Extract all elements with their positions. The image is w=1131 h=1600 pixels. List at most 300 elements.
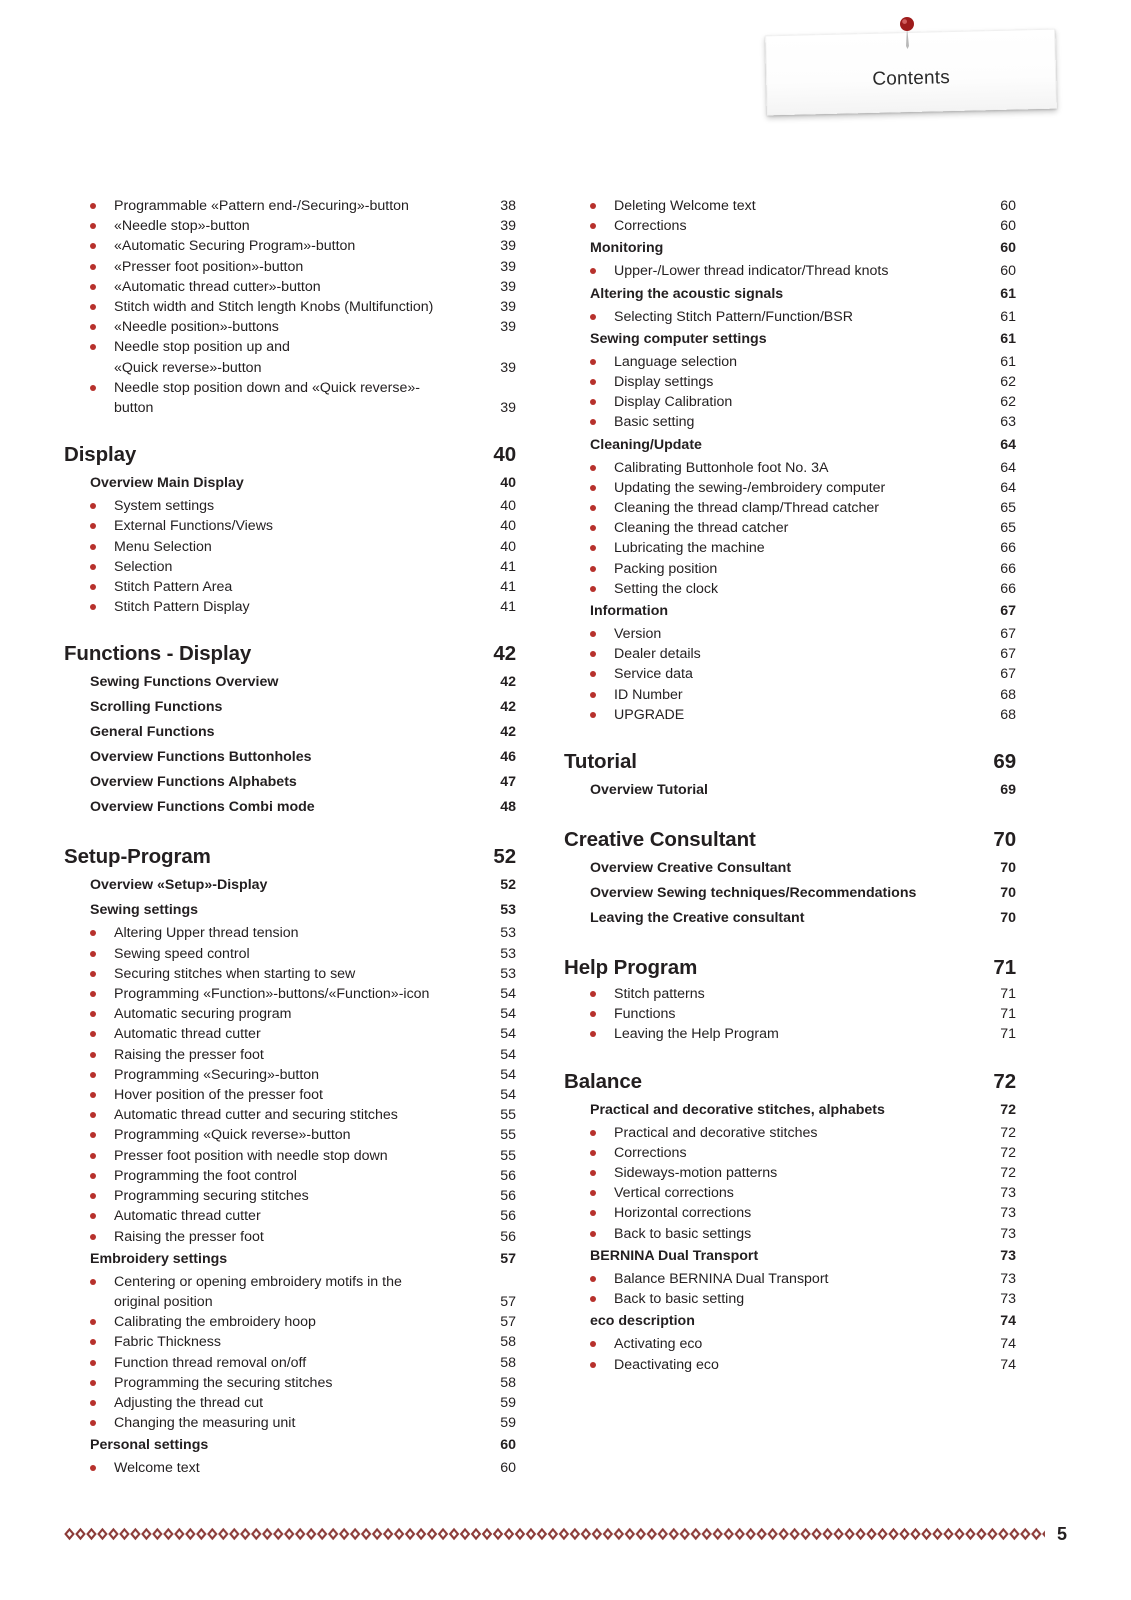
page-footer [64,1524,1067,1544]
toc-entry-page-number: 74 [1000,1313,1016,1330]
toc-entry-page-number: 60 [500,1460,516,1477]
toc-entry-level-2[interactable] [564,236,1016,261]
toc-entry-level-3[interactable] [64,516,516,536]
toc-entry-label: Horizontal corrections [614,1205,752,1222]
toc-entry-level-3[interactable] [564,498,1016,518]
toc-entry-label: Stitch Pattern Area [114,579,233,596]
bullet-icon [90,971,96,977]
toc-entry-level-3[interactable] [64,317,516,337]
toc-entry-label: Automatic thread cutter [114,1208,261,1225]
toc-entry-page-number: 61 [1000,285,1016,302]
toc-entry-level-3[interactable] [64,196,516,216]
toc-entry-level-3[interactable] [64,1458,516,1478]
bullet-icon [90,1173,96,1179]
toc-entry-page-number: 71 [993,956,1016,980]
toc-entry-label: Function thread removal on/off [114,1354,307,1371]
toc-entry-level-3[interactable] [64,1206,516,1226]
toc-entry-level-1[interactable] [64,442,516,468]
toc-entry-page-number: 66 [1000,560,1016,577]
toc-entry-label: Hover position of the presser foot [114,1087,323,1104]
toc-entry-page-number: 72 [993,1069,1016,1093]
toc-entry-page-number: 52 [500,877,516,894]
toc-entry-label: Stitch patterns [614,986,705,1003]
toc-entry-label: Back to basic setting [614,1291,745,1308]
toc-entry-page-number: 65 [1000,520,1016,537]
toc-entry-page-number: 61 [1000,330,1016,347]
toc-entry-page-number: 54 [500,986,516,1003]
bullet-icon [90,584,96,590]
toc-entry-page-number: 41 [500,579,516,596]
toc-entry-label: System settings [114,498,215,515]
toc-entry-label: Deactivating eco [614,1356,719,1373]
toc-entry-level-3[interactable] [64,337,516,377]
toc-entry-level-3[interactable] [64,378,516,418]
toc-entry-label: Corrections [614,1144,687,1161]
toc-entry-level-3[interactable] [564,352,1016,372]
toc-entry-level-2[interactable] [564,906,1016,931]
toc-entry-label: Programming securing stitches [114,1188,309,1205]
toc-entry-page-number: 74 [1000,1336,1016,1353]
toc-entry-level-3[interactable] [64,496,516,516]
toc-entry-label: Service data [614,666,693,683]
toc-entry-level-3[interactable] [64,1125,516,1145]
toc-entry-page-number: 55 [500,1127,516,1144]
toc-entry-level-3[interactable] [564,1269,1016,1289]
toc-entry-level-2[interactable] [564,1244,1016,1269]
toc-entry-page-number: 60 [1000,240,1016,257]
toc-entry-label: Functions [614,1006,676,1023]
toc-entry-page-number: 70 [1000,885,1016,902]
toc-entry-page-number: 39 [500,278,516,295]
toc-entry-page-number: 46 [500,749,516,766]
bullet-icon [90,564,96,570]
bullet-icon [590,1362,596,1368]
toc-entry-label: Sewing Functions Overview [90,674,279,691]
toc-entry-label: Automatic thread cutter and securing stitches [114,1107,398,1124]
toc-entry-level-2[interactable] [564,1309,1016,1334]
toc-entry-label: Programming «Securing»-button [114,1066,320,1083]
toc-entry-level-1[interactable] [564,955,1016,981]
bullet-icon [590,712,596,718]
toc-entry-label: Changing the measuring unit [114,1415,296,1432]
toc-entry-label: Balance [564,1069,642,1093]
toc-entry-page-number: 48 [500,799,516,816]
toc-entry-level-2[interactable] [564,433,1016,458]
toc-entry-label: Adjusting the thread cut [114,1394,264,1411]
diamond-chain-divider-icon [64,1527,1045,1541]
toc-entry-page-number: 53 [500,925,516,942]
toc-entry-page-number: 73 [1000,1270,1016,1287]
toc-entry-page-number: 39 [500,238,516,255]
toc-entry-label: Practical and decorative stitches, alphabets [590,1101,885,1118]
toc-entry-page-number: 69 [1000,782,1016,799]
toc-entry-label: Cleaning the thread catcher [614,520,789,537]
bullet-icon [90,284,96,290]
toc-entry-level-3[interactable] [564,1123,1016,1143]
toc-entry-page-number: 73 [1000,1247,1016,1264]
toc-entry-label: Functions - Display [64,642,252,666]
toc-entry-level-2[interactable] [64,770,516,795]
toc-entry-level-3[interactable] [564,538,1016,558]
toc-entry-label: Sewing computer settings [590,330,767,347]
toc-entry-level-3[interactable] [64,1393,516,1413]
bullet-icon [590,1276,596,1282]
toc-entry-label: Tutorial [564,750,637,774]
bullet-icon [590,465,596,471]
bullet-icon [90,385,96,391]
page-title: Contents [872,67,951,90]
toc-entry-page-number: 54 [500,1087,516,1104]
toc-entry-level-3[interactable] [564,478,1016,498]
toc-entry-level-3[interactable] [64,277,516,297]
toc-entry-page-number: 58 [500,1334,516,1351]
toc-entry-level-3[interactable] [564,392,1016,412]
toc-entry-level-3[interactable] [564,261,1016,281]
toc-entry-label: Corrections [614,218,687,235]
toc-entry-page-number: 66 [1000,580,1016,597]
toc-column-right [564,196,1016,1479]
toc-entry-label: Sewing settings [90,902,198,919]
toc-entry-label: Setup-Program [64,845,211,869]
toc-entry-label: Needle stop position down and «Quick reverse»- button [114,379,420,417]
toc-entry-level-3[interactable] [564,644,1016,664]
toc-entry-level-3[interactable] [64,1146,516,1166]
bullet-icon [90,544,96,550]
bullet-icon [90,203,96,209]
bullet-icon [590,692,596,698]
toc-entry-page-number: 53 [500,902,516,919]
toc-entry-label: Stitch width and Stitch length Knobs (Multifunction) [114,299,434,316]
bullet-icon [590,566,596,572]
toc-entry-page-number: 55 [500,1147,516,1164]
toc-entry-label: Dealer details [614,646,701,663]
toc-entry-level-3[interactable] [64,1227,516,1247]
toc-entry-level-3[interactable] [64,1065,516,1085]
toc-entry-level-3[interactable] [64,297,516,317]
toc-entry-page-number: 39 [500,359,516,376]
toc-entry-label: Programmable «Pattern end-/Securing»-button [114,198,409,214]
toc-entry-page-number: 58 [500,1374,516,1391]
toc-entry-level-3[interactable] [64,1004,516,1024]
toc-entry-page-number: 40 [493,443,516,467]
toc-entry-level-3[interactable] [64,537,516,557]
toc-entry-page-number: 64 [1000,479,1016,496]
toc-entry-page-number: 60 [1000,218,1016,235]
bullet-icon [90,1072,96,1078]
toc-entry-page-number: 56 [500,1188,516,1205]
toc-entry-page-number: 71 [1000,1006,1016,1023]
toc-entry-label: Centering or opening embroidery motifs in the original position [114,1273,402,1310]
toc-entry-page-number: 68 [1000,706,1016,723]
toc-entry-level-2[interactable] [564,599,1016,624]
toc-entry-page-number: 73 [1000,1225,1016,1242]
toc-entry-level-3[interactable] [564,705,1016,725]
toc-entry-level-2[interactable] [64,1247,516,1272]
toc-entry-label: Calibrating the embroidery hoop [114,1314,316,1331]
toc-entry-level-2[interactable] [64,670,516,695]
toc-entry-label: Back to basic settings [614,1225,752,1242]
toc-entry-label: External Functions/Views [114,518,274,535]
toc-entry-label: Raising the presser foot [114,1046,264,1063]
toc-entry-page-number: 53 [500,965,516,982]
toc-entry-level-3[interactable] [64,1312,516,1332]
toc-entry-page-number: 64 [1000,436,1016,453]
toc-entry-page-number: 41 [500,558,516,575]
toc-entry-label: Calibrating Buttonhole foot No. 3A [614,459,829,476]
toc-entry-label: Selecting Stitch Pattern/Function/BSR [614,308,853,325]
toc-entry-label: Overview Functions Buttonholes [90,749,312,766]
toc-entry-page-number: 39 [500,319,516,336]
toc-entry-label: «Automatic thread cutter»-button [114,278,321,295]
toc-entry-level-2[interactable] [564,856,1016,881]
toc-entry-level-3[interactable] [564,412,1016,432]
toc-entry-label: Upper-/Lower thread indicator/Thread knots [614,263,889,280]
bullet-icon [90,1380,96,1386]
toc-entry-label: Embroidery settings [90,1250,228,1267]
bullet-icon [590,203,596,209]
toc-entry-page-number: 57 [500,1293,516,1310]
toc-entry-level-3[interactable] [564,1183,1016,1203]
toc-entry-level-3[interactable] [64,923,516,943]
toc-entry-label: Activating eco [614,1336,703,1353]
toc-entry-level-1[interactable] [64,844,516,870]
toc-entry-level-3[interactable] [64,1085,516,1105]
toc-entry-label: Presser foot position with needle stop down [114,1147,388,1164]
toc-entry-label: Help Program [564,956,698,980]
toc-entry-level-3[interactable] [64,597,516,617]
toc-entry-page-number: 66 [1000,540,1016,557]
toc-entry-level-3[interactable] [64,1353,516,1373]
toc-entry-page-number: 74 [1000,1356,1016,1373]
toc-entry-label: Deleting Welcome text [614,198,756,214]
toc-entry-page-number: 58 [500,1354,516,1371]
toc-entry-level-3[interactable] [564,458,1016,478]
toc-entry-level-3[interactable] [564,216,1016,236]
toc-entry-level-1[interactable] [564,827,1016,853]
toc-entry-level-3[interactable] [564,1024,1016,1044]
toc-entry-page-number: 39 [500,218,516,235]
toc-entry-page-number: 57 [500,1250,516,1267]
toc-entry-level-3[interactable] [564,624,1016,644]
toc-entry-page-number: 60 [1000,263,1016,280]
toc-entry-page-number: 56 [500,1208,516,1225]
toc-entry-label: eco description [590,1313,695,1330]
toc-entry-page-number: 73 [1000,1185,1016,1202]
toc-entry-page-number: 42 [493,642,516,666]
toc-entry-level-3[interactable] [64,557,516,577]
toc-entry-label: Display Calibration [614,394,733,411]
toc-entry-page-number: 67 [1000,626,1016,643]
toc-entry-page-number: 63 [1000,414,1016,431]
bullet-icon [590,1231,596,1237]
toc-entry-page-number: 42 [500,724,516,741]
toc-entry-label: «Automatic Securing Program»-button [114,238,356,255]
toc-entry-level-3[interactable] [564,196,1016,216]
toc-entry-page-number: 68 [1000,686,1016,703]
toc-entry-label: «Needle position»-buttons [114,319,279,336]
toc-entry-level-3[interactable] [564,559,1016,579]
toc-entry-page-number: 39 [500,258,516,275]
toc-entry-page-number: 65 [1000,500,1016,517]
toc-entry-label: Sewing speed control [114,945,250,962]
toc-entry-label: Overview Main Display [90,475,244,492]
toc-entry-level-2[interactable] [64,898,516,923]
toc-entry-level-3[interactable] [564,685,1016,705]
toc-entry-page-number: 61 [1000,308,1016,325]
toc-entry-label: Scrolling Functions [90,699,223,716]
toc-entry-level-3[interactable] [564,1143,1016,1163]
toc-entry-level-3[interactable] [564,1004,1016,1024]
bullet-icon [90,1052,96,1058]
toc-entry-level-2[interactable] [64,745,516,770]
bullet-icon [590,631,596,637]
toc-entry-label: Display [64,443,137,467]
toc-entry-level-2[interactable] [64,873,516,898]
toc-entry-level-2[interactable] [64,795,516,820]
toc-entry-label: Display settings [614,374,714,391]
toc-entry-label: Raising the presser foot [114,1228,264,1245]
toc-entry-label: Altering the acoustic signals [590,285,784,302]
toc-entry-label: Sideways-motion patterns [614,1165,778,1182]
bullet-icon [590,586,596,592]
toc-entry-label: Programming the foot control [114,1167,297,1184]
toc-entry-level-3[interactable] [564,664,1016,684]
toc-entry-page-number: 70 [993,828,1016,852]
toc-entry-label: Cleaning the thread clamp/Thread catcher [614,500,879,517]
toc-entry-level-2[interactable] [564,778,1016,803]
toc-entry-level-2[interactable] [64,471,516,496]
toc-entry-level-3[interactable] [64,236,516,256]
toc-entry-label: Practical and decorative stitches [614,1124,818,1141]
toc-entry-label: Automatic thread cutter [114,1026,261,1043]
bullet-icon [590,1150,596,1156]
toc-entry-page-number: 57 [500,1314,516,1331]
toc-entry-label: Programming the securing stitches [114,1374,333,1391]
toc-entry-level-3[interactable] [564,579,1016,599]
toc-entry-page-number: 71 [1000,986,1016,1003]
toc-entry-label: Balance BERNINA Dual Transport [614,1270,829,1287]
toc-entry-label: Setting the clock [614,580,719,597]
bullet-icon [590,314,596,320]
toc-entry-level-3[interactable] [64,1045,516,1065]
toc-entry-page-number: 42 [500,699,516,716]
toc-entry-level-3[interactable] [64,1186,516,1206]
toc-entry-level-1[interactable] [564,1069,1016,1095]
toc-entry-level-3[interactable] [64,944,516,964]
toc-entry-level-3[interactable] [564,1334,1016,1354]
toc-entry-page-number: 54 [500,1046,516,1063]
toc-entry-level-3[interactable] [64,1166,516,1186]
toc-entry-page-number: 40 [500,538,516,555]
toc-entry-label: Securing stitches when starting to sew [114,965,356,982]
toc-entry-label: ID Number [614,686,683,703]
toc-entry-page-number: 60 [500,1437,516,1454]
toc-entry-level-3[interactable] [64,984,516,1004]
toc-entry-label: Information [590,603,669,620]
toc-entry-level-1[interactable] [564,749,1016,775]
bullet-icon [90,304,96,310]
toc-entry-label: Programming «Function»-buttons/«Function»-icon [114,986,430,1003]
toc-entry-page-number: 71 [1000,1026,1016,1043]
toc-entry-page-number: 52 [493,845,516,869]
toc-entry-level-3[interactable] [564,984,1016,1004]
toc-entry-level-3[interactable] [64,1332,516,1352]
toc-entry-label: Needle stop position up and «Quick reverse»-button [114,339,290,376]
toc-entry-level-3[interactable] [564,518,1016,538]
toc-entry-level-3[interactable] [564,1289,1016,1309]
toc-entry-page-number: 67 [1000,666,1016,683]
toc-entry-level-3[interactable] [64,1105,516,1125]
toc-entry-page-number: 54 [500,1026,516,1043]
toc-entry-page-number: 62 [1000,374,1016,391]
toc-entry-level-3[interactable] [64,1413,516,1433]
toc-entry-level-3[interactable] [564,1203,1016,1223]
toc-entry-level-2[interactable] [564,881,1016,906]
toc-entry-page-number: 40 [500,475,516,492]
pushpin-icon [897,16,917,70]
toc-entry-level-2[interactable] [64,695,516,720]
toc-entry-page-number: 73 [1000,1291,1016,1308]
bullet-icon [90,1153,96,1159]
toc-entry-page-number: 41 [500,599,516,616]
toc-entry-label: General Functions [90,724,215,741]
toc-entry-label: «Presser foot position»-button [114,258,304,275]
toc-entry-level-3[interactable] [564,1355,1016,1375]
toc-entry-level-3[interactable] [564,1163,1016,1183]
toc-entry-level-3[interactable] [564,1224,1016,1244]
toc-entry-page-number: 53 [500,945,516,962]
toc-entry-page-number: 59 [500,1415,516,1432]
toc-entry-page-number: 64 [1000,459,1016,476]
toc-entry-level-2[interactable] [564,1098,1016,1123]
bullet-icon [590,485,596,491]
toc-entry-level-3[interactable] [64,964,516,984]
toc-entry-page-number: 56 [500,1228,516,1245]
toc-entry-page-number: 38 [500,198,516,214]
toc-entry-page-number: 39 [500,299,516,316]
toc-entry-level-2[interactable] [564,327,1016,352]
toc-entry-label: Welcome text [114,1460,200,1477]
toc-entry-page-number: 59 [500,1394,516,1411]
toc-entry-label: Overview Tutorial [590,782,709,799]
toc-entry-label: Altering Upper thread tension [114,925,299,942]
toc-entry-level-1[interactable] [64,641,516,667]
toc-entry-level-3[interactable] [64,257,516,277]
bullet-icon [90,1234,96,1240]
toc-entry-page-number: 61 [1000,353,1016,370]
toc-entry-level-3[interactable] [64,1272,516,1312]
bullet-icon [590,505,596,511]
toc-entry-level-3[interactable] [64,1373,516,1393]
toc-entry-level-2[interactable] [64,1433,516,1458]
toc-entry-page-number: 54 [500,1006,516,1023]
toc-entry-label: Basic setting [614,414,695,431]
toc-entry-level-3[interactable] [64,577,516,597]
toc-entry-label: Personal settings [90,1437,209,1454]
toc-entry-level-2[interactable] [64,720,516,745]
toc-entry-level-3[interactable] [64,216,516,236]
toc-entry-label: Leaving the Help Program [614,1026,779,1043]
toc-entry-level-3[interactable] [64,1024,516,1044]
toc-entry-page-number: 69 [993,750,1016,774]
toc-entry-label: Leaving the Creative consultant [590,910,805,927]
toc-entry-label: Automatic securing program [114,1006,292,1023]
toc-entry-level-3[interactable] [564,372,1016,392]
toc-entry-label: Overview «Setup»-Display [90,877,268,894]
toc-entry-label: Cleaning/Update [590,436,702,453]
toc-entry-level-3[interactable] [564,307,1016,327]
toc-entry-level-2[interactable] [564,282,1016,307]
